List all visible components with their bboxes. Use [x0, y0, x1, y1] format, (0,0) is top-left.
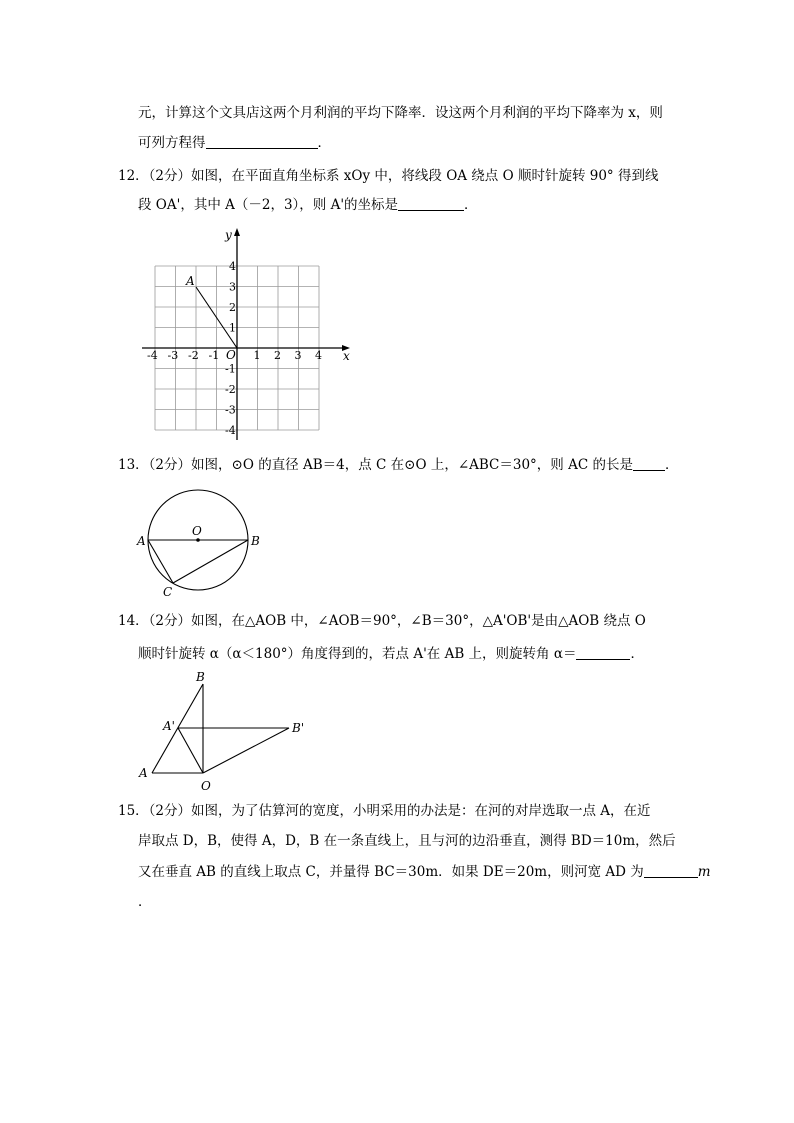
q12-x-tick-label: 2 — [274, 349, 281, 362]
q15-line3 — [138, 863, 711, 881]
q14-segment-OB1 — [203, 728, 289, 773]
q14-label-O: O — [201, 779, 211, 793]
q13-line1-end: ． — [664, 457, 679, 473]
q15-line1: 15．（2分）如图，为了估算河的宽度，小明采用的办法是：在河的对岸选取一点 A，在近 — [118, 803, 651, 819]
q15-line3-unit: m — [697, 864, 711, 880]
q12-y-tick-label: -3 — [225, 403, 236, 417]
q13-label-A: A — [137, 534, 146, 548]
q13-label-O: O — [192, 524, 202, 538]
q14-label-B: B — [196, 670, 205, 684]
q12-x-tick-label: 1 — [253, 349, 261, 362]
q12-y-label: y — [225, 228, 232, 242]
q13-label-B: B — [251, 534, 260, 548]
q12-origin-label: O — [226, 348, 236, 362]
q15-line3-text: 又在垂直 AB 的直线上取点 C，并量得 BC＝30m．如果 DE＝20m，则河宽 AD 为 — [138, 864, 644, 880]
q14-line2-end: ． — [630, 646, 644, 662]
q12-y-tick-label: -2 — [225, 383, 236, 396]
q14-line1: 14．（2分）如图，在△AOB 中，∠AOB＝90°，∠B＝30°，△A'OB'是由△AOB 绕点 O — [118, 613, 646, 629]
q13-label-C: C — [163, 585, 173, 599]
q14-segment-A1O — [178, 728, 203, 773]
q12-x-tick-label: -3 — [167, 349, 179, 362]
q14-label-A1: A' — [163, 719, 175, 733]
q12-x-tick-label: -2 — [188, 349, 199, 362]
q12-line2-text: 段 OA'，其中 A（－2，3），则 A'的坐标是 — [138, 197, 399, 213]
q14-label-B1: B' — [292, 721, 305, 735]
q14-label-A: A — [139, 766, 148, 780]
q15-line2: 岸取点 D，B，使得 A，D，B 在一条直线上，且与河的边沿垂直，测得 BD＝10m，然后 — [138, 833, 676, 849]
q12-x-tick-label: 4 — [315, 349, 322, 362]
q15-line4: ． — [138, 894, 152, 910]
q14-line2-text: 顺时针旋转 α（α＜180°）角度得到的，若点 A'在 AB 上，则旋转角 α＝ — [138, 646, 577, 662]
q12-y-tick-label: 1 — [229, 321, 236, 335]
q12-x-tick-label: -4 — [147, 349, 158, 362]
q12-x-tick-label: 3 — [294, 349, 302, 362]
q15-answer-blank[interactable] — [644, 863, 698, 878]
q12-x-label: x — [343, 349, 350, 363]
q12-x-tick-label: -1 — [208, 349, 220, 362]
q12-y-tick-label: 2 — [229, 301, 236, 314]
q11-line2-text: 可列方程得 — [138, 135, 206, 151]
q12-line2-end: ． — [464, 197, 478, 213]
q12-y-tick-label: 4 — [229, 260, 236, 273]
q13-line1-text: 13．（2分）如图，⊙O 的直径 AB＝4，点 C 在⊙O 上，∠ABC＝30°，则 AC 的长是 — [118, 457, 633, 473]
q12-point-A-label: A — [186, 274, 195, 288]
q11-line2-end: ． — [317, 135, 331, 151]
q12-y-tick-label: -4 — [225, 424, 236, 437]
q12-y-tick-label: 3 — [229, 280, 236, 294]
q11-line1: 元，计算这个文具店这两个月利润的平均下降率．设这两个月利润的平均下降率为 x，则 — [138, 105, 663, 121]
q12-y-tick-label: -1 — [225, 362, 236, 376]
q12-line1: 12．（2分）如图，在平面直角坐标系 xOy 中，将线段 OA 绕点 O 顺时针旋转 90° 得到线 — [118, 168, 659, 184]
